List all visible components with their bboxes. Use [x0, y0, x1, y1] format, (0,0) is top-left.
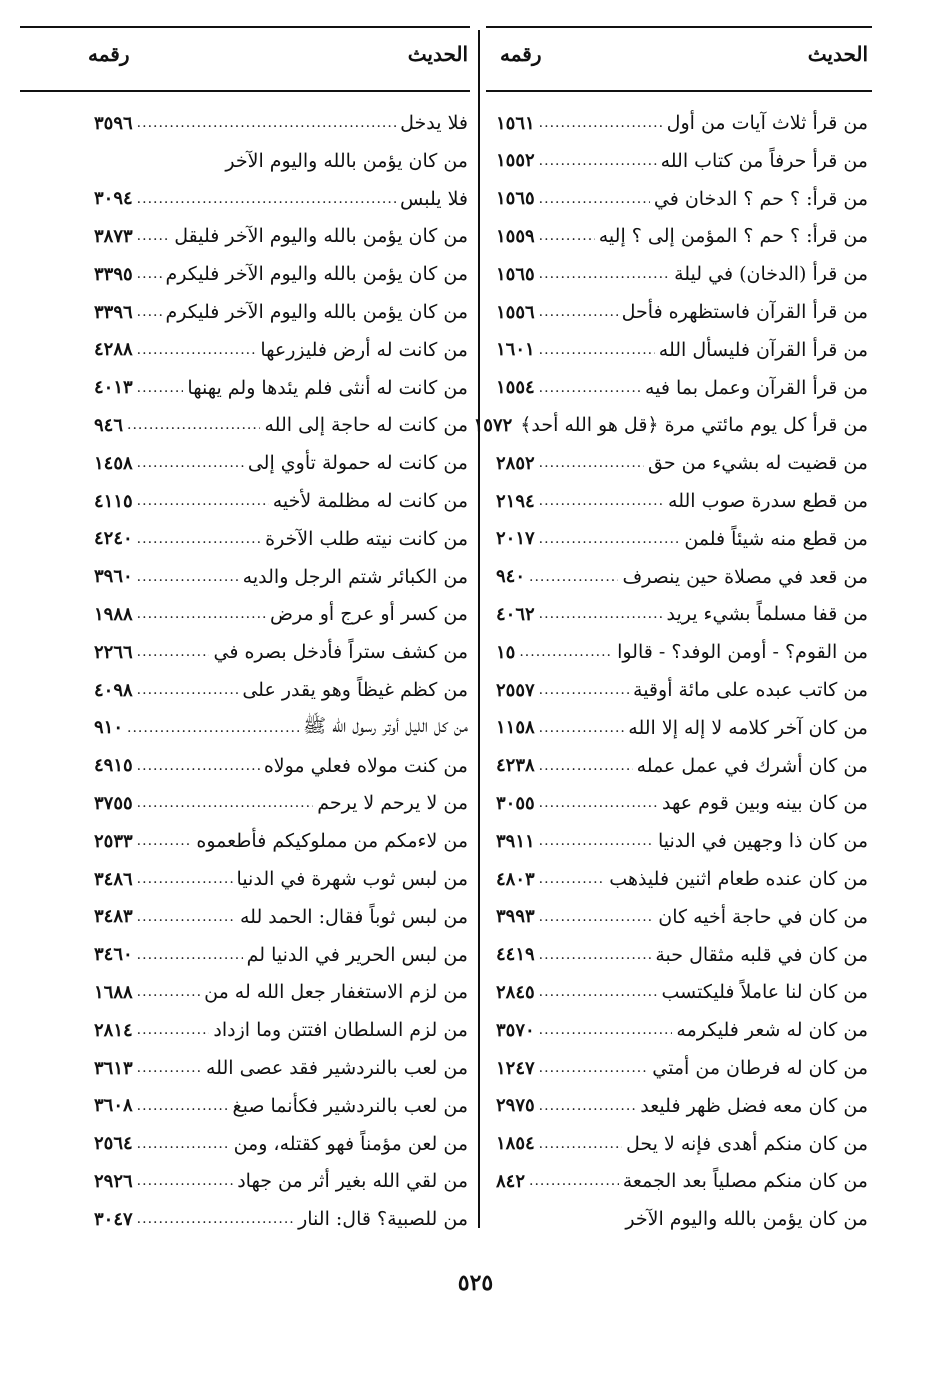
entry-number: ٣٧٥٥	[94, 792, 133, 814]
leader-dots	[137, 1211, 294, 1227]
entry-number: ١٥٥٦	[496, 301, 535, 323]
index-entry	[496, 939, 868, 971]
index-entry	[473, 409, 868, 441]
leader-dots	[539, 984, 658, 1000]
entry-text: من كان له فرطان من أمتي	[652, 1057, 868, 1079]
entry-number: ١٥٦١	[496, 112, 535, 134]
leader-dots	[137, 569, 239, 585]
index-entry	[94, 1128, 468, 1160]
index-entry	[496, 636, 868, 668]
entry-number: ٣٩٩٣	[496, 906, 535, 928]
leader-dots	[137, 191, 396, 207]
page-number: ٥٢٥	[457, 1270, 494, 1296]
entry-text: فلا يلبس	[400, 187, 468, 210]
entry-text: من لزم الاستغفار جعل الله له من	[204, 981, 468, 1004]
entry-number: ١٦٠١	[496, 339, 535, 361]
entry-text: من قرأ: ؟ حم ؟ الدخان في	[653, 187, 868, 210]
index-entry	[94, 258, 468, 290]
entry-text: من كان في قلبه مثقال حبة	[655, 943, 868, 966]
entry-number: ٤٢٣٨	[496, 755, 535, 777]
leader-dots	[137, 115, 396, 131]
entry-text: من كان معه فضل ظهر فليعد	[640, 1094, 868, 1117]
entry-number: ٣٣٩٦	[94, 301, 133, 323]
index-entry	[94, 107, 468, 139]
index-entry	[94, 372, 468, 404]
index-entry	[94, 1165, 468, 1197]
leader-dots	[539, 153, 657, 169]
entry-text: من القوم؟ - أومن الوفد؟ - قالوا	[617, 641, 868, 664]
leader-dots	[137, 1098, 229, 1114]
entry-text: من قفا مسلماً بشيء يريد	[666, 603, 868, 626]
index-entry	[94, 712, 468, 744]
entry-text: من للصبية؟ قال: النار	[298, 1208, 468, 1231]
entry-text: من لبس ثوب شهرة في الدنيا	[236, 868, 468, 890]
entry-text: من الكبائر شتم الرجل والديه	[242, 565, 468, 588]
entry-number: ٢٥٣٣	[94, 830, 133, 852]
entry-text: من قرأ (الدخان) في ليلة	[674, 263, 868, 286]
leader-dots	[539, 720, 625, 736]
entry-text: من كسر أو عرج أو مرض	[270, 603, 468, 626]
leader-dots	[137, 493, 269, 509]
index-entry	[94, 1014, 468, 1046]
top-rule-right	[486, 26, 872, 28]
index-entry	[496, 674, 868, 706]
entry-number: ٣٠٤٧	[94, 1208, 133, 1230]
leader-dots	[539, 228, 595, 244]
entry-text: من لبس ثوباً فقال: الحمد لله	[239, 905, 468, 928]
entry-text: من كان ذا وجهين في الدنيا	[657, 830, 868, 853]
entry-number: ٩١٠	[94, 717, 124, 739]
index-entry	[496, 1014, 868, 1046]
entry-text: من قضيت له بشيء من حق	[647, 452, 868, 475]
entry-number: ٣٨٧٣	[94, 225, 133, 247]
leader-dots	[539, 1022, 673, 1038]
entry-text: من كان عنده طعام اثنين فليذهب	[609, 868, 868, 890]
leader-dots	[137, 342, 257, 358]
entry-number: ٤٩١٥	[94, 755, 133, 777]
number-header: رقمه	[500, 42, 542, 66]
leader-dots	[137, 1136, 230, 1152]
entry-text: من كاتب عبده على مائة أوقية	[633, 679, 868, 701]
entry-number: ٤٢٨٨	[94, 339, 133, 361]
entry-number: ٩٤٠	[496, 566, 526, 588]
entry-text: من كظم غيظاً وهو يقدر على	[242, 679, 468, 701]
entry-number: ٣٥٩٦	[94, 112, 133, 134]
leader-dots	[539, 493, 664, 509]
index-entry	[94, 901, 468, 933]
index-entry	[94, 334, 468, 366]
index-entry	[496, 447, 868, 479]
index-entry	[94, 1203, 468, 1235]
entry-text: من كان منكم مصلياً بعد الجمعة	[622, 1170, 868, 1193]
entry-text: من كانت له مظلمة لأخيه	[272, 490, 468, 512]
index-entry	[496, 712, 868, 744]
entry-number: ٤٠٦٢	[496, 603, 535, 625]
entry-number: ٤٢٤٠	[94, 528, 133, 550]
index-entry	[496, 258, 868, 290]
header-rule-left	[20, 90, 470, 92]
entry-number: ١٢٤٧	[496, 1057, 535, 1079]
leader-dots	[529, 1173, 619, 1189]
leader-dots	[539, 1098, 637, 1114]
index-entry	[496, 372, 868, 404]
entry-number: ٢٥٦٤	[94, 1133, 133, 1155]
entry-text: من كان أشرك في عمل عمله	[636, 754, 868, 777]
entry-text: من لزم السلطان افتتن وما ازداد	[213, 1019, 468, 1042]
leader-dots	[539, 909, 655, 925]
index-entry	[496, 787, 868, 819]
entry-number: ١٨٥٤	[496, 1133, 535, 1155]
entry-text: من كل الليل أوتر رسول الله ﷺ	[303, 714, 468, 737]
leader-dots	[539, 304, 618, 320]
entry-number: ١٩٨٨	[94, 603, 133, 625]
leader-dots	[539, 342, 655, 358]
leader-dots	[137, 1022, 210, 1038]
entry-number: ٤٨٠٣	[496, 868, 535, 890]
index-entry	[496, 863, 868, 895]
index-entry	[94, 561, 468, 593]
entry-number: ١٥٧٢	[473, 414, 513, 436]
entry-number: ٤٤١٩	[496, 944, 535, 966]
entry-number: ٢٢٦٦	[94, 641, 133, 663]
entry-number: ٨٤٢	[496, 1170, 526, 1192]
entry-text: من كان له شعر فليكرمه	[676, 1019, 868, 1042]
entry-number: ٢٠١٧	[496, 528, 535, 550]
leader-dots	[137, 909, 236, 925]
index-entry	[496, 107, 868, 139]
leader-dots	[519, 644, 613, 660]
entry-text: من قرأ القرآن فاستظهره فأحل	[621, 301, 868, 323]
entry-number: ٢٨١٤	[94, 1019, 133, 1041]
entry-text: من كان يؤمن بالله واليوم الآخر	[225, 149, 468, 172]
leader-dots	[137, 947, 243, 963]
index-entry	[496, 1203, 868, 1235]
entry-number: ٣٤٨٦	[94, 868, 133, 890]
leader-dots	[539, 531, 681, 547]
entry-number: ١٦٨٨	[94, 981, 133, 1003]
entry-number: ٣٦٠٨	[94, 1095, 133, 1117]
entry-text: من قطع سدرة صوب الله	[668, 490, 868, 512]
left-column-header	[88, 42, 468, 82]
index-entry	[94, 787, 468, 819]
leader-dots	[127, 417, 260, 433]
entry-number: ٢١٩٤	[496, 490, 535, 512]
leader-dots	[137, 795, 314, 811]
leader-dots	[137, 644, 210, 660]
index-entry	[94, 1052, 468, 1084]
entry-text: من كان لنا عاملاً فليكتسب	[661, 981, 868, 1004]
index-entry	[496, 825, 868, 857]
leader-dots	[137, 304, 162, 320]
entry-text: من قرأ القرآن فليسأل الله	[658, 338, 868, 361]
entry-text: من لبس الحرير في الدنيا لم	[246, 943, 468, 966]
index-entry	[496, 183, 868, 215]
header-rule-right	[486, 90, 872, 92]
entry-number: ٣٦١٣	[94, 1057, 133, 1079]
entry-number: ٢٨٤٥	[496, 981, 535, 1003]
leader-dots	[137, 871, 233, 887]
leader-dots	[137, 606, 266, 622]
top-rule-left	[20, 26, 470, 28]
index-entry	[496, 750, 868, 782]
entry-number: ١٥٦٥	[496, 263, 535, 285]
entry-number: ٤١١٥	[94, 490, 133, 512]
entry-text: من كان يؤمن بالله واليوم الآخر فليكرم	[165, 301, 468, 323]
index-entry	[496, 1128, 868, 1160]
leader-dots	[137, 833, 193, 849]
leader-dots	[539, 1060, 649, 1076]
entry-text: من قرأ كل يوم مائتي مرة ﴿قل هو الله أحد﴾	[520, 414, 868, 437]
entry-number: ٣٠٩٤	[94, 188, 133, 210]
index-entry	[94, 863, 468, 895]
index-entry	[94, 220, 468, 252]
leader-dots	[539, 606, 663, 622]
entry-text: من قرأ: ؟ حم ؟ المؤمن إلى ؟ إليه	[598, 225, 868, 248]
entry-number: ٤٠١٣	[94, 377, 133, 399]
entry-number: ٣٤٦٠	[94, 944, 133, 966]
leader-dots	[539, 871, 606, 887]
leader-dots	[127, 720, 299, 736]
entry-text: من كانت نيته طلب الآخرة	[265, 527, 468, 550]
leader-dots	[137, 380, 184, 396]
index-entry	[94, 145, 468, 177]
right-column-header	[490, 42, 868, 82]
leader-dots	[529, 569, 618, 585]
entry-number: ٩٤٦	[94, 414, 124, 436]
hadith-header: الحديث	[807, 42, 868, 66]
entry-number: ٣٩١١	[496, 830, 535, 852]
entry-text: من كانت له أنثى فلم يئدها ولم يهنها	[187, 376, 468, 399]
entry-text: من قرأ القرآن وعمل بما فيه	[644, 376, 868, 399]
leader-dots	[539, 682, 629, 698]
index-entry	[496, 1090, 868, 1122]
index-entry	[496, 485, 868, 517]
entry-text: من كان يؤمن بالله واليوم الآخر فليكرم	[165, 263, 468, 286]
leader-dots	[137, 531, 261, 547]
entry-text: من لقي الله بغير أثر من جهاد	[237, 1170, 468, 1193]
entry-number: ١٤٥٨	[94, 452, 133, 474]
entry-text: من قرأ ثلاث آيات من أول	[666, 112, 868, 134]
leader-dots	[137, 1173, 234, 1189]
entry-number: ٣٠٥٥	[496, 792, 535, 814]
index-entry	[496, 901, 868, 933]
leader-dots	[137, 758, 260, 774]
index-entry	[496, 598, 868, 630]
leader-dots	[539, 758, 633, 774]
index-entry	[94, 939, 468, 971]
index-entry	[94, 976, 468, 1008]
index-entry	[94, 485, 468, 517]
leader-dots	[137, 455, 244, 471]
index-entry	[496, 523, 868, 555]
entry-text: من كان آخر كلامه لا إله إلا الله	[628, 716, 868, 739]
index-entry	[496, 296, 868, 328]
leader-dots	[539, 795, 658, 811]
entry-text: من قرأ حرفاً من كتاب الله	[660, 149, 868, 172]
entry-text: من لعب بالنردشير فقد عصى الله	[206, 1057, 468, 1079]
leader-dots	[137, 1060, 202, 1076]
leader-dots	[539, 380, 641, 396]
entry-text: من لعن مؤمناً فهو كقتله، ومن	[233, 1132, 468, 1155]
index-entry	[496, 561, 868, 593]
index-entry	[496, 976, 868, 1008]
leader-dots	[137, 984, 200, 1000]
hadith-header: الحديث	[407, 42, 468, 66]
leader-dots	[539, 266, 670, 282]
entry-text: من كانت له حمولة تأوي إلى	[247, 452, 468, 475]
entry-number: ٢٩٢٦	[94, 1170, 133, 1192]
leader-dots	[539, 947, 652, 963]
entry-text: من كنت مولاه فعلي مولاه	[263, 754, 468, 777]
entry-text: من لعب بالنردشير فكأنما صبغ	[232, 1094, 468, 1117]
entry-text: من كانت له أرض فليزرعها	[260, 338, 468, 361]
index-entry	[94, 674, 468, 706]
index-entry	[94, 636, 468, 668]
entry-text: من كشف ستراً فأدخل بصره في	[213, 641, 468, 664]
index-entry	[94, 825, 468, 857]
index-entry	[94, 296, 468, 328]
entry-number: ٣٤٨٣	[94, 906, 133, 928]
leader-dots	[137, 228, 171, 244]
index-entry	[94, 447, 468, 479]
entry-number: ٣٣٩٥	[94, 263, 133, 285]
entry-text: من كان بينه وبين قوم عهد	[662, 792, 868, 815]
leader-dots	[539, 833, 654, 849]
number-header: رقمه	[88, 42, 130, 66]
entry-text: من قعد في مصلاة حين ينصرف	[622, 565, 868, 588]
entry-text: من قطع منه شيئاً فلمن	[684, 527, 868, 550]
index-entry	[496, 220, 868, 252]
entry-text: من لا يرحم لا يرحم	[317, 792, 468, 815]
column-separator	[478, 30, 480, 1228]
index-entry	[94, 409, 468, 441]
index-entry	[94, 1090, 468, 1122]
leader-dots	[539, 115, 663, 131]
entry-text: فلا يدخل	[400, 112, 468, 134]
entry-text: من كان يؤمن بالله واليوم الآخر فليقل	[174, 225, 468, 248]
leader-dots	[539, 455, 644, 471]
entry-number: ٢٥٥٧	[496, 679, 535, 701]
leader-dots	[539, 191, 650, 207]
entry-number: ٢٩٧٥	[496, 1095, 535, 1117]
entry-text: من لاءمكم من مملوكيكم فأطعموه	[196, 830, 468, 853]
entry-number: ٣٩٦٠	[94, 566, 133, 588]
entry-number: ١١٥٨	[496, 717, 535, 739]
index-entry	[496, 334, 868, 366]
entry-text: من كان في حاجة أخيه كان	[658, 905, 868, 928]
entry-text: من كان يؤمن بالله واليوم الآخر	[625, 1208, 868, 1231]
leader-dots	[539, 1136, 622, 1152]
leader-dots	[137, 266, 162, 282]
leader-dots	[137, 682, 239, 698]
index-entry	[94, 598, 468, 630]
entry-number: ١٥٥٤	[496, 377, 535, 399]
index-entry	[94, 523, 468, 555]
entry-number: ١٥٥٩	[496, 225, 535, 247]
index-entry	[496, 145, 868, 177]
entry-number: ٤٠٩٨	[94, 679, 133, 701]
index-entry	[496, 1165, 868, 1197]
index-entry	[496, 1052, 868, 1084]
index-entry	[94, 183, 468, 215]
entry-number: ٢٨٥٢	[496, 452, 535, 474]
index-entry	[94, 750, 468, 782]
entry-text: من كان منكم أهدى فإنه لا يحل	[626, 1132, 868, 1155]
entry-number: ٣٥٧٠	[496, 1019, 535, 1041]
entry-number: ١٥٥٢	[496, 150, 535, 172]
entry-number: ١٥	[496, 641, 516, 663]
entry-text: من كانت له حاجة إلى الله	[264, 414, 468, 437]
entry-number: ١٥٦٥	[496, 188, 535, 210]
